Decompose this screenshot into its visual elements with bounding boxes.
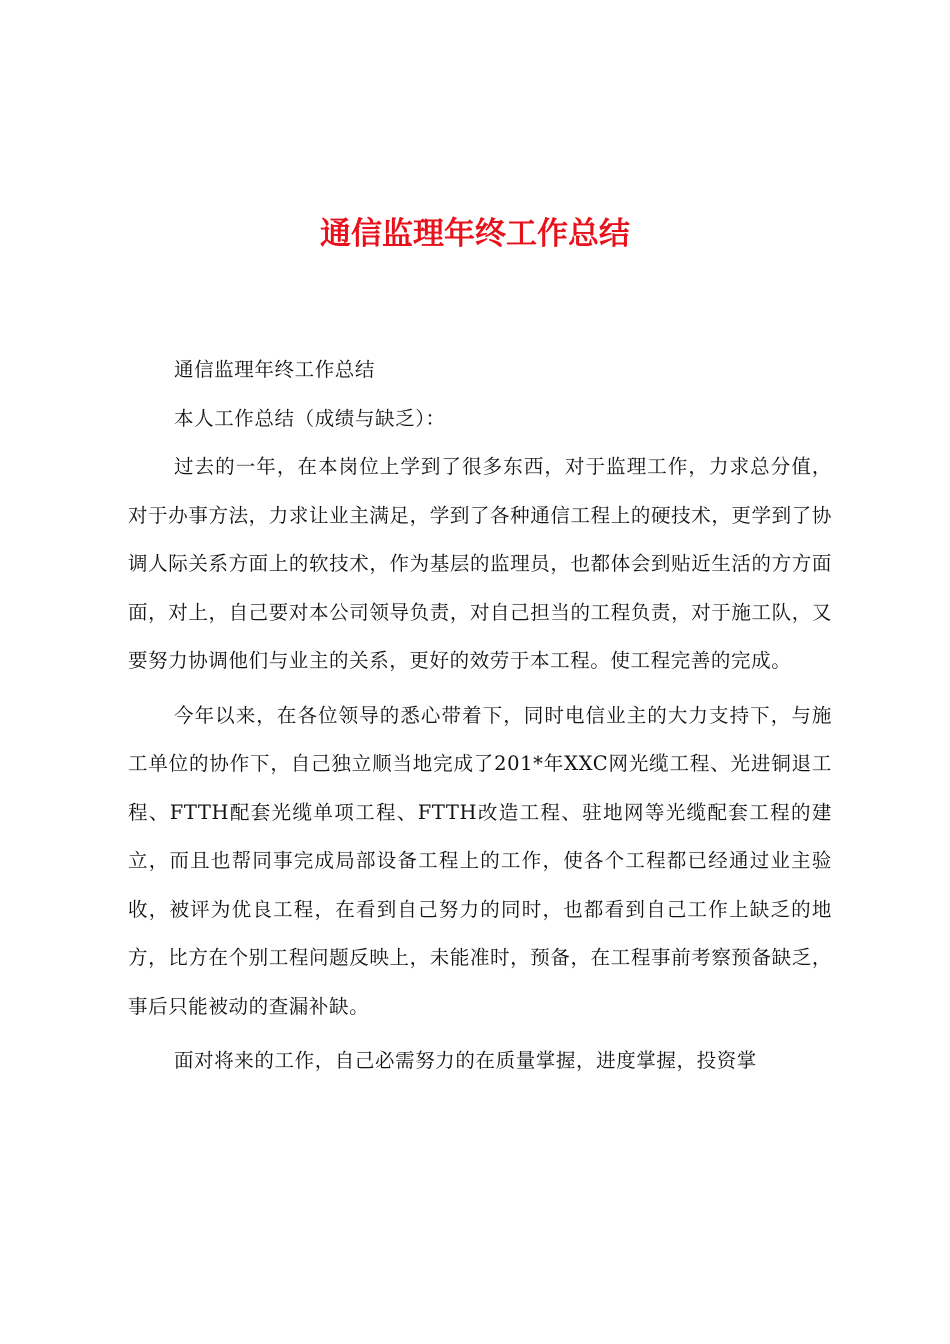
paragraph-2: 今年以来，在各位领导的悉心带着下，同时电信业主的大力支持下，与施工单位的协作下，自己独立顺当地完成了201*年XXC网光缆工程、光进铜退工程、FTTH配套光缆单项工程、FTTH改造工程、驻地网等光缆配套工程的建立，而且也帮同事完成局部设备工程上的工作，使各个工程都已经通过业主验收，被评为优良工程，在看到自己努力的同时，也都看到自己工作上缺乏的地方，比方在个别工程问题反映上，未能准时，预备，在工程事前考察预备缺乏，事后只能被动的查漏补缺。 <box>128 703 832 1018</box>
section-heading: 本人工作总结（成绩与缺乏）： <box>174 406 446 430</box>
document-body <box>128 346 832 1086</box>
document-title: 通信监理年终工作总结 <box>320 216 630 252</box>
document-subtitle: 通信监理年终工作总结 <box>174 358 376 381</box>
paragraph-3: 面对将来的工作，自己必需努力的在质量掌握，进度掌握，投资掌 <box>174 1049 757 1072</box>
paragraph-1: 过去的一年，在本岗位上学到了很多东西，对于监理工作，力求总分值，对于办事方法，力求让业主满足，学到了各种通信工程上的硬技术，更学到了协调人际关系方面上的软技术，作为基层的监理员，也都体会到贴近生活的方方面面，对上，自己要对本公司领导负责，对自己担当的工程负责，对于施工队，又要努力协调他们与业主的关系，更好的效劳于本工程。使工程完善的完成。 <box>128 455 832 672</box>
